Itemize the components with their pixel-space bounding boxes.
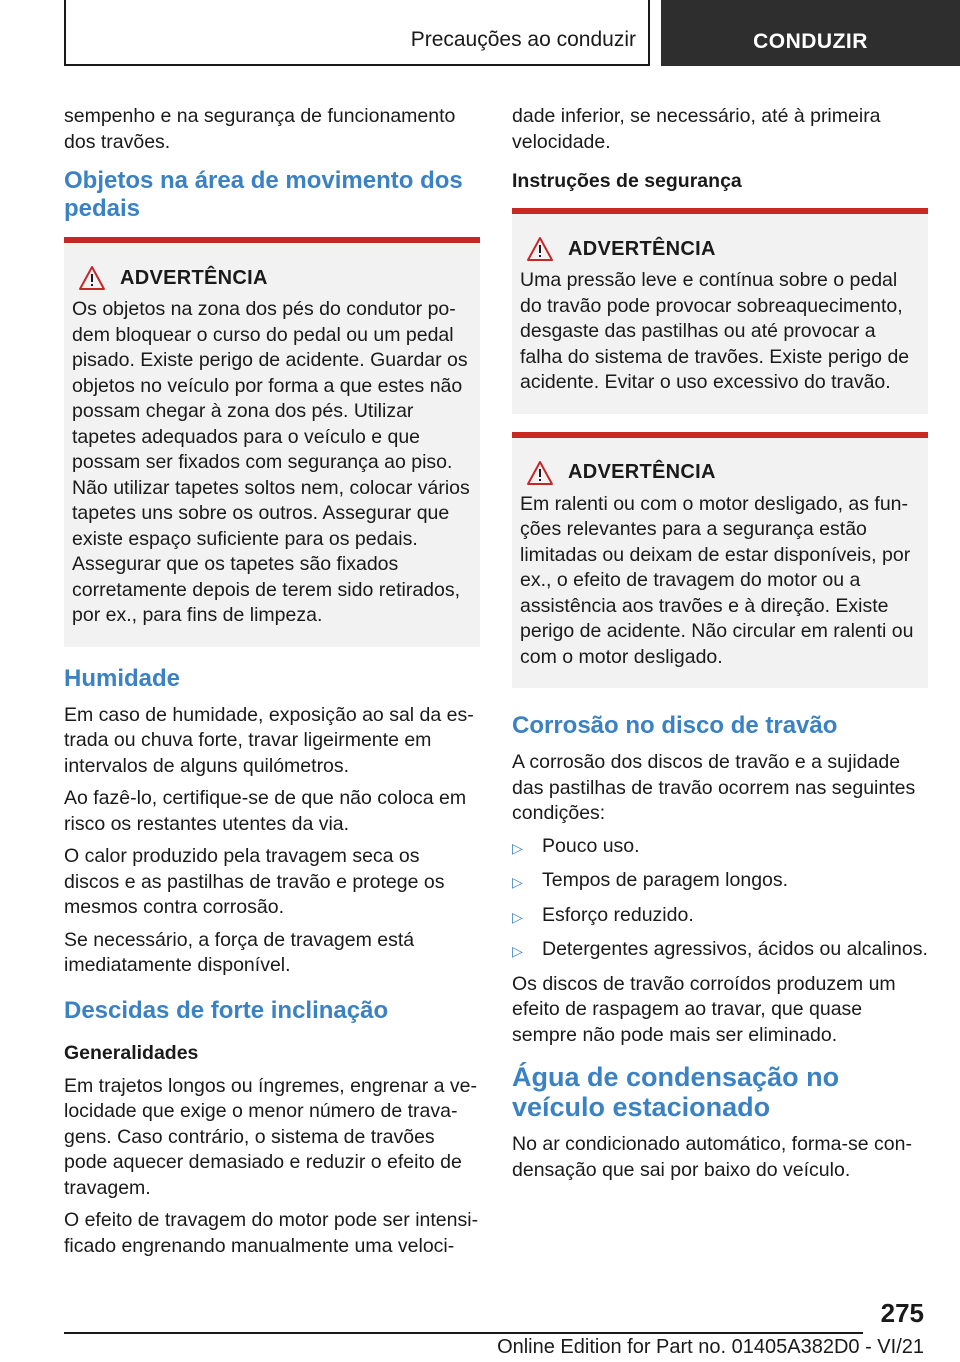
left-column	[64, 104, 480, 1266]
intro-paragraph: sempenho e na segurança de funcionamento dos travões.	[64, 105, 456, 153]
header-left-border	[64, 0, 66, 66]
paragraph: Ao fazê-lo, certifique-se de que não coloca em risco os restantes utentes da via.	[64, 787, 467, 835]
warning-title: ADVERTÊNCIA	[120, 266, 268, 289]
heading-corrosion: Corrosão no disco de travão	[512, 712, 838, 739]
triangle-right-icon: ▷	[512, 908, 523, 925]
triangle-right-icon: ▷	[512, 839, 523, 856]
page-header	[0, 0, 960, 66]
footer-rule	[64, 1332, 863, 1334]
paragraph: Em trajetos longos ou íngremes, engrenar a velocidade que exige o menor número de travagens. Caso contrário, o sistema de travões pode aquecer demasiado e reduzir o efeito de travagem.	[64, 1074, 477, 1199]
warning-header	[520, 460, 922, 486]
heading-objects-pedals: Objetos na área de movimento dos pedais	[64, 167, 463, 222]
triangle-right-icon: ▷	[512, 874, 523, 890]
conditions-list	[512, 834, 928, 965]
paragraph: A corrosão dos discos de travão e a sujidade das pastilhas de travão ocorrem nas seguintes condições:	[512, 751, 916, 824]
warning-triangle-icon	[78, 265, 106, 291]
header-divider	[648, 0, 650, 66]
warning-box-idle	[512, 432, 928, 689]
list-item: ▷ Detergentes agressivos, ácidos ou alcalinos.	[512, 937, 928, 965]
warning-title: ADVERTÊNCIA	[568, 237, 716, 260]
warning-title: ADVERTÊNCIA	[568, 461, 716, 483]
warning-text: Em ralenti ou com o motor desligado, as funções relevantes para a segurança estão limitadas ou deixam de estar disponíveis, por ex., o efeito de travagem do motor ou a assistência aos travões e à direção. Existe perigo de acidente. Não circular em ralenti ou com o motor desligado.	[520, 492, 914, 668]
list-item: ▷ Pouco uso.	[512, 834, 928, 862]
list-item: ▷ Esforço reduzido.	[512, 903, 928, 931]
heading-condensation: Água de condensação no veículo estacionado	[512, 1062, 840, 1122]
warning-triangle-icon	[526, 236, 554, 262]
header-underline	[64, 64, 650, 66]
page-number: 275	[880, 1298, 924, 1328]
intro-paragraph: dade inferior, se necessário, até à primeira velocidade.	[512, 105, 881, 153]
warning-box-objects	[64, 237, 480, 647]
chapter-tab[interactable]: CONDUZIR	[661, 0, 960, 66]
warning-triangle-icon	[526, 460, 554, 486]
paragraph: No ar condicionado automático, forma-se condensação que sai por baixo do veículo.	[512, 1133, 912, 1181]
section-title: Precauções ao conduzir	[410, 28, 636, 51]
paragraph: O efeito de travagem do motor pode ser intensificado engrenando manualmente uma veloci-	[64, 1209, 479, 1257]
warning-box-pedal-pressure	[512, 208, 928, 414]
warning-text: Uma pressão leve e contínua sobre o pedal do travão pode provocar sobreaquecimento, desgaste das pastilhas ou até provocar a falha do sistema de travões. Existe perigo de acidente. Evitar o uso excessivo do travão.	[520, 269, 910, 393]
paragraph: Os discos de travão corroídos produzem um efeito de raspagem ao travar, que quase sempre não pode mais ser eliminado.	[512, 972, 896, 1046]
subheading-general: Generalidades	[64, 1041, 199, 1064]
right-column	[512, 104, 928, 1190]
edition-footer: Online Edition for Part no. 01405A382D0 - VI/21	[497, 1336, 924, 1358]
paragraph: Em caso de humidade, exposição ao sal da estrada ou chuva forte, travar ligeirmente em intervalos de alguns quilómetros.	[64, 703, 474, 777]
list-item: ▷ Tempos de paragem longos.	[512, 868, 928, 896]
warning-header	[72, 265, 474, 291]
triangle-right-icon: ▷	[512, 943, 523, 959]
paragraph: O calor produzido pela travagem seca os discos e as pastilhas de travão e protege os mesmos contra corrosão.	[64, 845, 445, 918]
warning-text: Os objetos na zona dos pés do condutor podem bloquear o curso do pedal ou um pedal pisado. Existe perigo de acidente. Guardar os objetos no veículo por forma a que estes não possam chegar à zona dos pés. Utilizar tapetes adequados para o veículo e que possam ser fixados com segurança ao piso. Não utilizar tapetes soltos nem, colocar vários tapetes uns sobre os outros. Assegurar que existe espaço suficiente para os pedais. Assegurar que os tapetes são fixados corretamente depois de terem sido retirados, por ex., para fins de limpeza.	[72, 298, 470, 626]
warning-header	[520, 236, 922, 262]
paragraph: Se necessário, a força de travagem está imediatamente disponível.	[64, 928, 415, 976]
subheading-safety: Instruções de segurança	[512, 170, 742, 192]
heading-humidity: Humidade	[64, 664, 181, 692]
heading-descents: Descidas de forte inclinação	[64, 996, 389, 1024]
